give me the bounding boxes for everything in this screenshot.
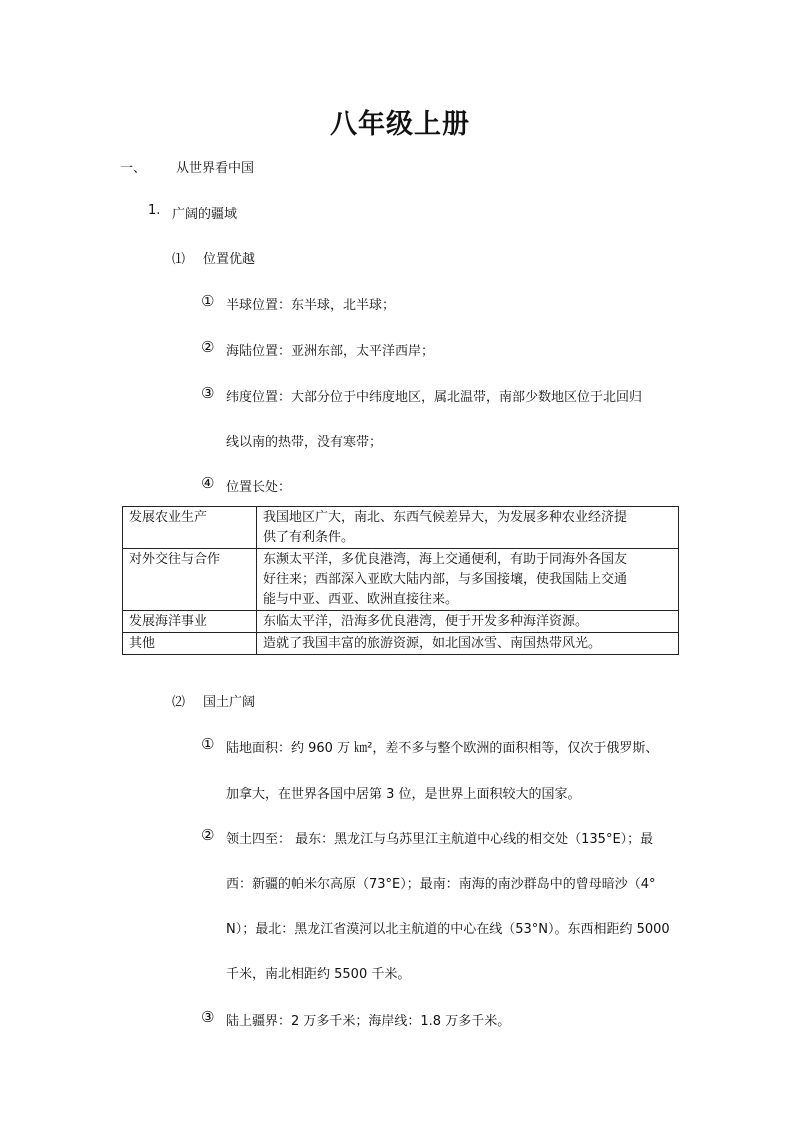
row-content-line: 供了有利条件。: [263, 530, 355, 545]
part2-item1-line2: 加拿大，在世界各国中居第 3 位，是世界上面积较大的国家。: [226, 787, 581, 802]
location-advantages-table: [122, 506, 679, 655]
row-content-line: 东临太平洋，沿海多优良港湾，便于开发多种海洋资源。: [263, 614, 589, 629]
subsection-number: 1.: [148, 203, 161, 218]
part2-number: ⑵: [172, 695, 186, 710]
section-heading: 从世界看中国: [176, 161, 255, 176]
row-content-line: 造就了我国丰富的旅游资源，如北国冰雪、南国热带风光。: [263, 636, 602, 651]
row-content-line: 好往来；西部深入亚欧大陆内部，与多国接壤，使我国陆上交通: [263, 572, 628, 587]
part2-item2-line3: N）；最北：黑龙江省漠河以北主航道的中心在线（53°N）。东西相距约 5000: [226, 922, 670, 937]
row-label: 对外交往与合作: [123, 549, 257, 611]
part2-heading: 国土广阔: [203, 695, 256, 710]
part1-item2-number: ②: [201, 338, 215, 356]
part1-item3-number: ③: [201, 384, 215, 402]
part2-item2-number: ②: [201, 826, 215, 844]
row-content-line: 东濒太平洋，多优良港湾，海上交通便利，有助于同海外各国友: [263, 552, 628, 567]
row-label: 其他: [123, 633, 257, 655]
section-number: 一、: [120, 161, 147, 176]
row-content-line: 能与中亚、西亚、欧洲直接往来。: [263, 592, 459, 607]
part1-item1-number: ①: [201, 292, 215, 310]
part1-item3-line2: 线以南的热带，没有寒带；: [226, 435, 383, 450]
row-content: [257, 549, 679, 611]
part2-item3-line: 陆上疆界：2 万多千米；海岸线：1.8 万多千米。: [226, 1014, 511, 1029]
part2-item1-line1: 陆地面积：约 960 万 ㎞²，差不多与整个欧洲的面积相等，仅次于俄罗斯、: [226, 741, 659, 756]
row-content: [257, 611, 679, 633]
part2-item1-number: ①: [201, 735, 215, 753]
part2-item2-line4: 千米，南北相距约 5500 千米。: [226, 967, 411, 982]
part1-item4-number: ④: [201, 474, 215, 492]
part1-item1-line: 半球位置：东半球，北半球；: [226, 298, 396, 313]
table-row: [123, 633, 679, 655]
part1-number: ⑴: [172, 252, 186, 267]
part2-item2-line2: 西：新疆的帕米尔高原（73°E）；最南：南海的南沙群岛中的曾母暗沙（4°: [226, 877, 656, 892]
part2-item2-line1: 领土四至： 最东：黑龙江与乌苏里江主航道中心线的相交处（135°E）；最: [226, 832, 654, 847]
part1-item2-line: 海陆位置：亚洲东部，太平洋西岸；: [226, 344, 435, 359]
row-label: 发展农业生产: [123, 507, 257, 549]
row-content: [257, 633, 679, 655]
table-row: [123, 549, 679, 611]
table-row: [123, 611, 679, 633]
row-label: 发展海洋事业: [123, 611, 257, 633]
table-row: [123, 507, 679, 549]
part1-heading: 位置优越: [203, 252, 256, 267]
subsection-heading: 广阔的疆域: [172, 207, 238, 222]
part1-item3-line1: 纬度位置：大部分位于中纬度地区，属北温带，南部少数地区位于北回归: [226, 390, 643, 405]
row-content-line: 我国地区广大，南北、东西气候差异大，为发展多种农业经济提: [263, 510, 628, 525]
part2-item3-number: ③: [201, 1008, 215, 1026]
page-title: 八年级上册: [330, 109, 470, 140]
row-content: [257, 507, 679, 549]
part1-item4-line: 位置长处：: [226, 480, 292, 495]
